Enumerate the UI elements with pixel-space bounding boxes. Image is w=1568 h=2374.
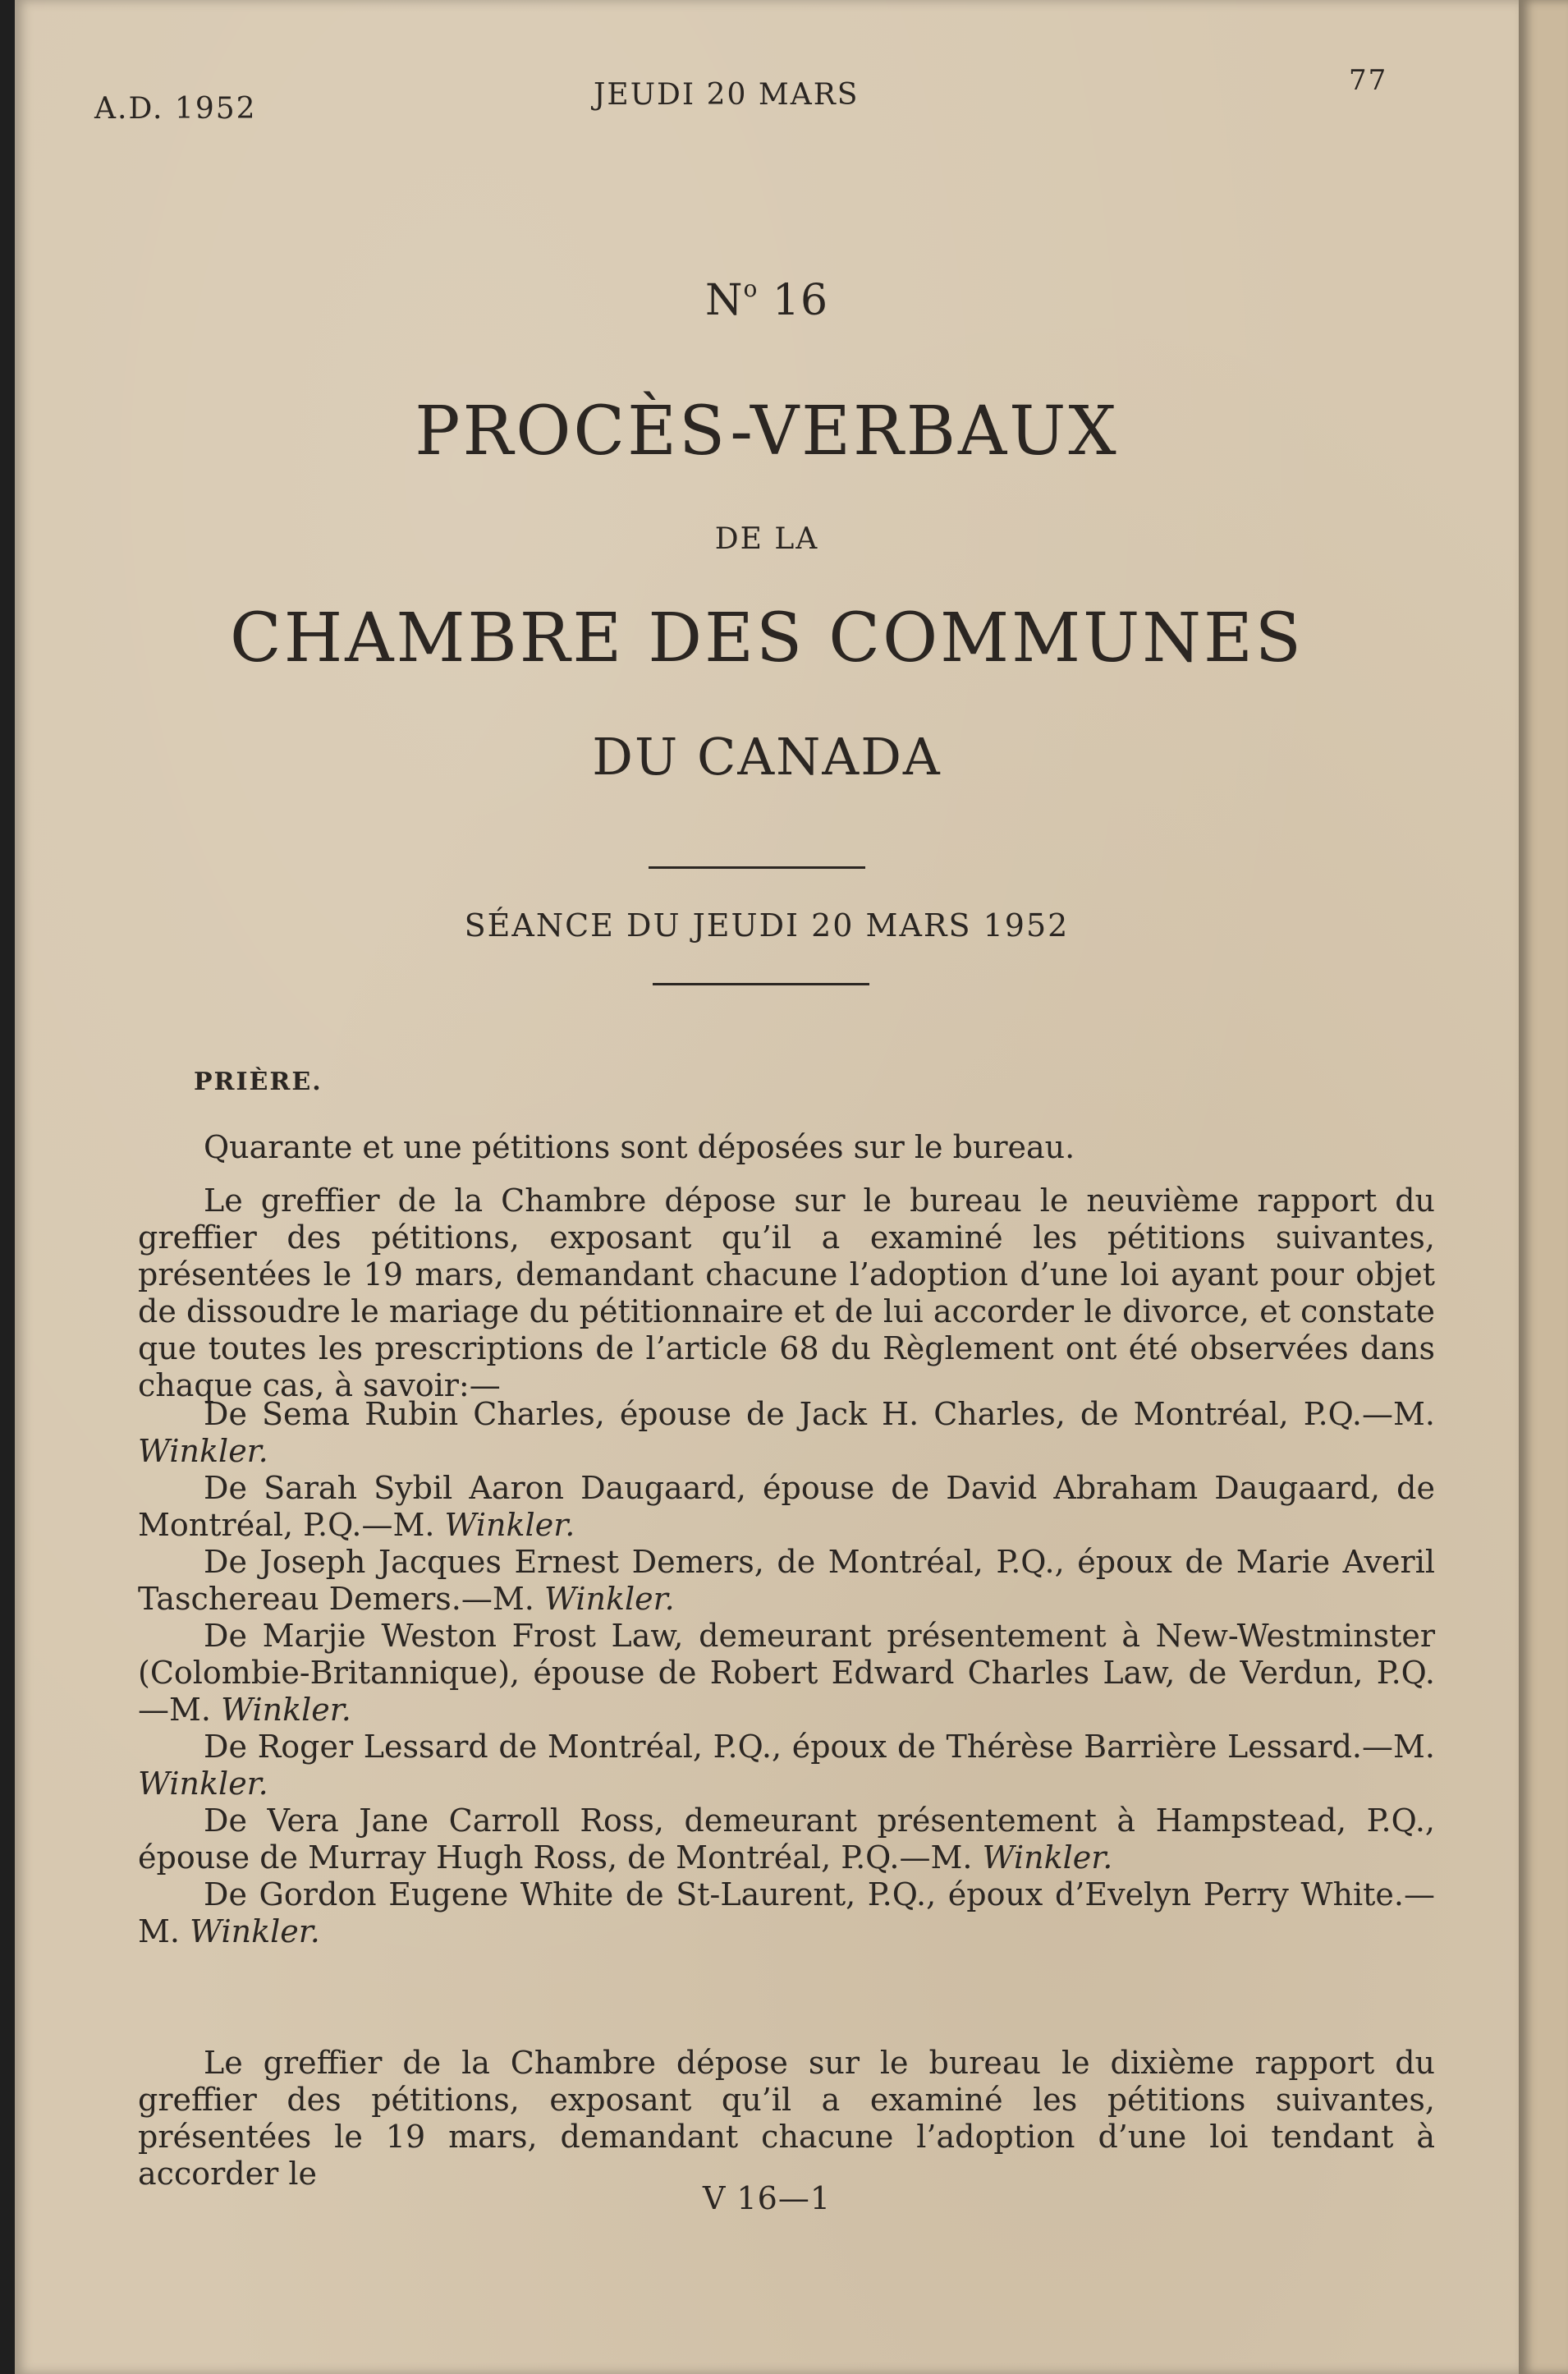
petition-text: De Roger Lessard de Montréal, P.Q., époux de Thérèse Barrière Lessard.—M. (204, 1729, 1435, 1765)
petition-text: De Gordon Eugene White de St-Laurent, P.Q., époux d’Evelyn Perry White.—M. (138, 1876, 1435, 1949)
page-title: PROCÈS-VERBAUX (415, 393, 1119, 471)
petition-text: De Vera Jane Carroll Ross, demeurant présentement à Hampstead, P.Q., épouse de Murray Hugh Ross, de Montréal, P.Q.—M. (138, 1802, 1435, 1876)
petition-entry (138, 1396, 1435, 1470)
petition-entry (138, 1618, 1435, 1729)
title-du-canada: DU CANADA (592, 727, 942, 787)
divider-top (649, 866, 865, 869)
signature-mark: V 16—1 (702, 2180, 832, 2216)
petition-entry (138, 1802, 1435, 1876)
petition-entry (138, 1729, 1435, 1802)
petition-member: Winkler. (444, 1507, 575, 1543)
petition-member: Winkler. (221, 1692, 351, 1728)
page-edge (1519, 0, 1568, 2374)
petition-list (138, 1396, 1435, 1950)
paragraph-tenth-report: Le greffier de la Chambre dépose sur le bureau le dixième rapport du greffier des pétitions, exposant qu’il a examiné les pétitions suivantes, présentées le 19 mars, demandant chacune l’adoption d’une loi tendant à accorder le (138, 2045, 1435, 2192)
divider-bottom (653, 983, 869, 985)
header-year: A.D. 1952 (94, 92, 257, 126)
petition-member: Winkler. (138, 1766, 268, 1802)
petition-entry (138, 1470, 1435, 1544)
issue-number (15, 275, 1519, 325)
issue-number-value: 16 (772, 276, 829, 325)
petition-entry (138, 1544, 1435, 1618)
petition-member: Winkler. (190, 1913, 320, 1949)
page-number: 77 (1349, 64, 1388, 97)
petition-text: De Sema Rubin Charles, épouse de Jack H. Charles, de Montréal, P.Q.—M. (204, 1396, 1435, 1432)
petition-text: De Marjie Weston Frost Law, demeurant présentement à New-Westminster (Colombie-Britannique), épouse de Robert Edward Charles Law, de Verdun, P.Q.—M. (138, 1618, 1435, 1728)
paragraph-ninth-report: Le greffier de la Chambre dépose sur le bureau le neuvième rapport du greffier des pétitions, exposant qu’il a examiné les pétitions suivantes, présentées le 19 mars, demandant chacune l’adoption d’une loi ayant pour objet de dissoudre le mariage du pétitionnaire et de lui accorder le divorce, et constate que toutes les prescriptions de l’article 68 du Règlement ont été observées dans chaque cas, à savoir:— (138, 1182, 1435, 1403)
petition-text: De Joseph Jacques Ernest Demers, de Montréal, P.Q., époux de Marie Averil Taschereau Demers.—M. (138, 1544, 1435, 1617)
petition-member: Winkler. (138, 1433, 268, 1469)
petition-member: Winkler. (982, 1839, 1113, 1876)
document-page (15, 0, 1519, 2374)
title-chambre: CHAMBRE DES COMMUNES (230, 599, 1304, 677)
title-de-la: DE LA (714, 522, 819, 556)
priere-heading: PRIÈRE. (194, 1068, 323, 1096)
issue-number-prefix: N (704, 276, 744, 325)
issue-number-sup: o (743, 275, 759, 302)
header-date: JEUDI 20 MARS (594, 78, 860, 112)
petition-text: De Sarah Sybil Aaron Daugaard, épouse de David Abraham Daugaard, de Montréal, P.Q.—M. (138, 1470, 1435, 1543)
paragraph-petitions: Quarante et une pétitions sont déposées sur le bureau. (204, 1129, 1075, 1165)
petition-member: Winkler. (543, 1581, 675, 1617)
petition-entry (138, 1876, 1435, 1950)
seance-heading: SÉANCE DU JEUDI 20 MARS 1952 (464, 907, 1070, 944)
